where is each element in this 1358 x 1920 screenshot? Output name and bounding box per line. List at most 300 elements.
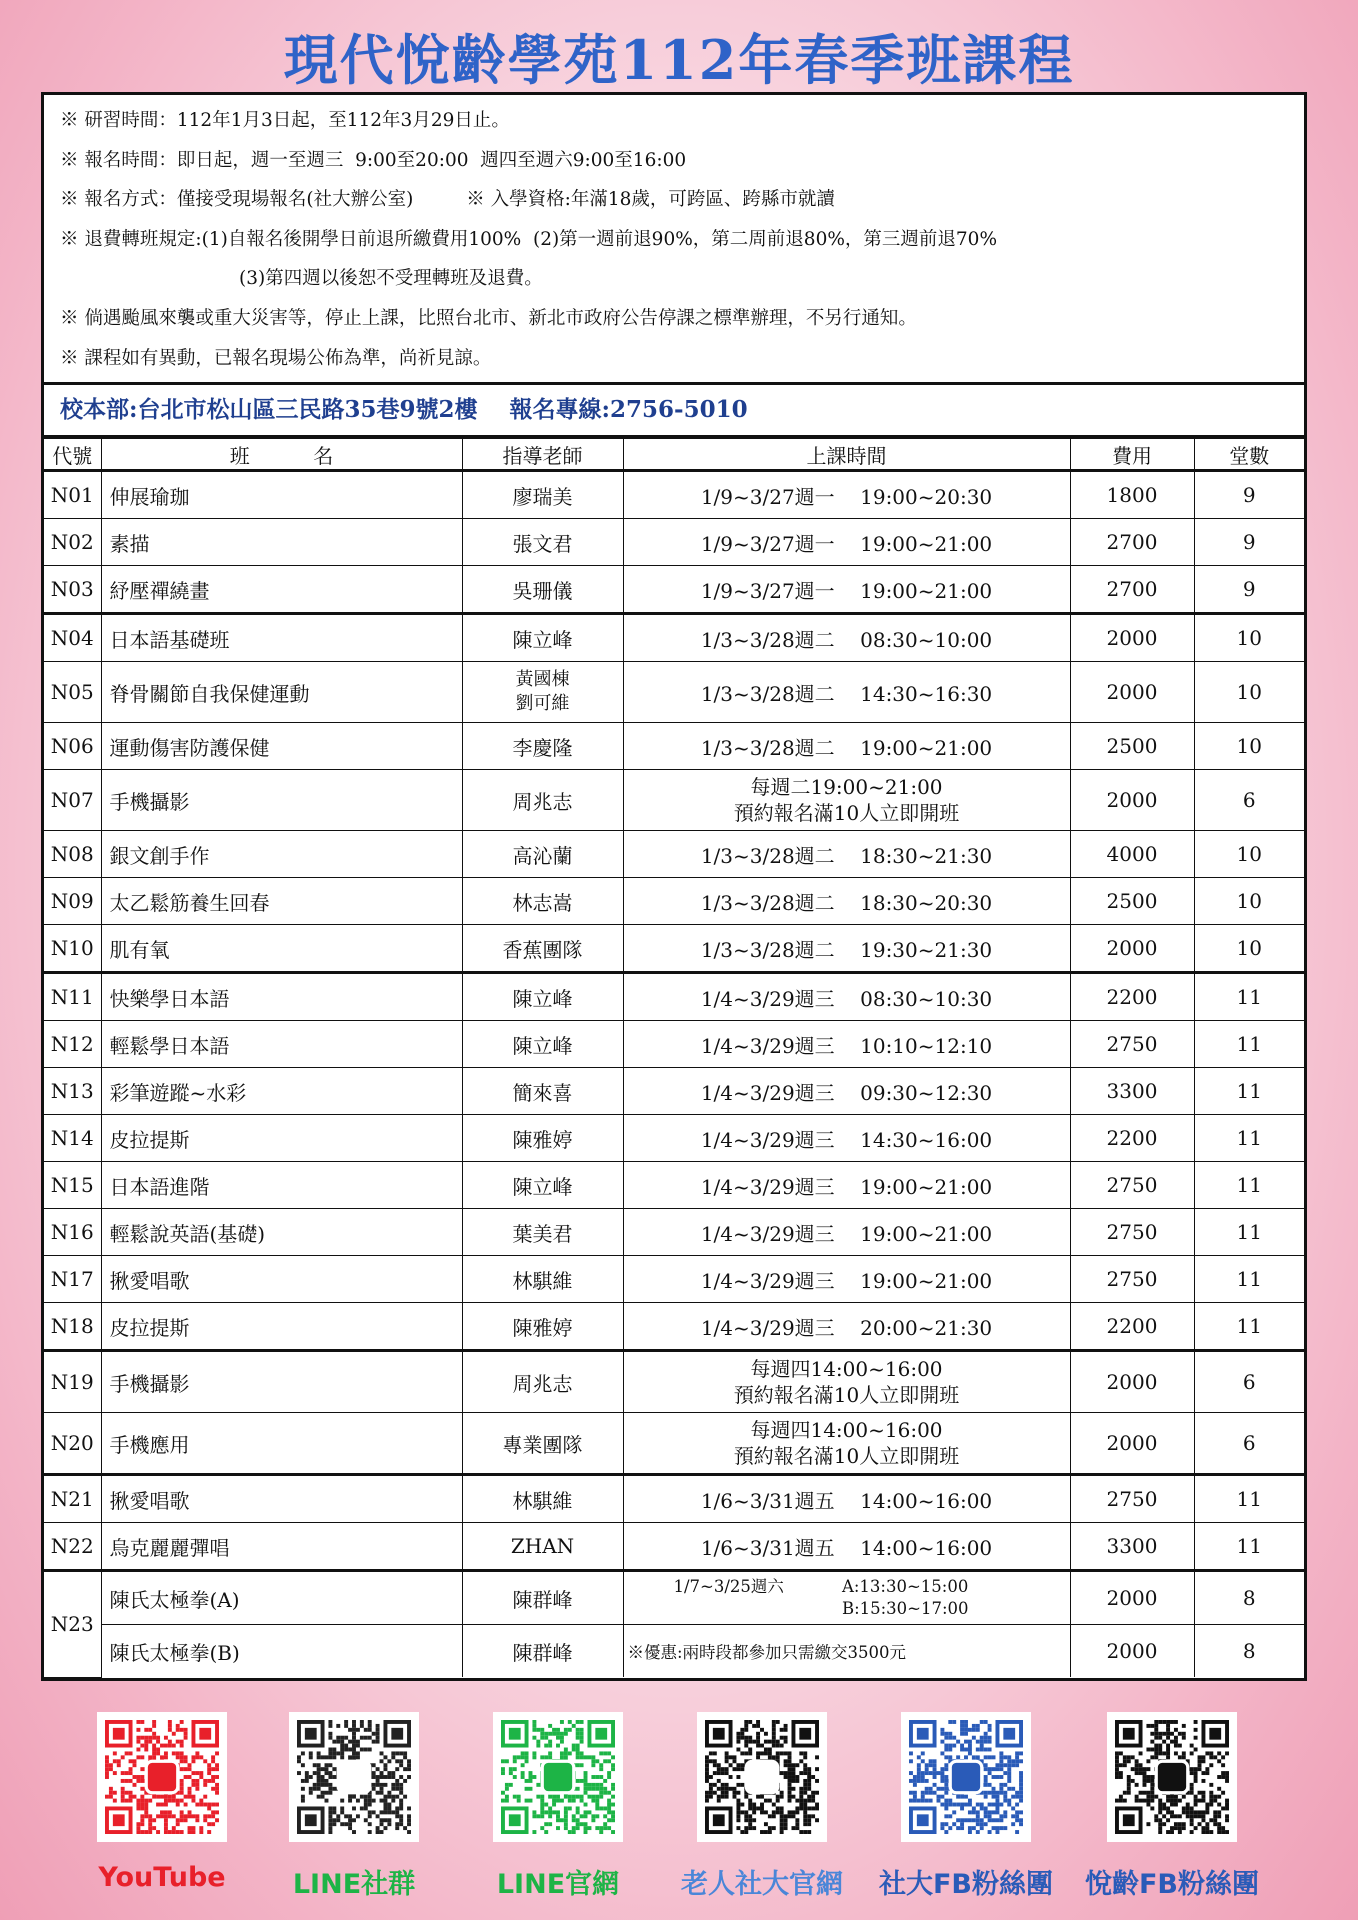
- course-code: [44, 662, 101, 723]
- course-code: [44, 1068, 101, 1115]
- header-time: 上課時間: [623, 439, 1070, 471]
- course-time: [623, 1351, 1070, 1413]
- course-name-text: 素描: [109, 531, 150, 556]
- line-community-qr-code[interactable]: [289, 1712, 419, 1842]
- fee-text: 2700: [1106, 530, 1158, 555]
- teacher-text-2: 劉可維: [515, 693, 570, 715]
- course-table: [44, 438, 1304, 1678]
- course-count: [1194, 925, 1304, 973]
- count-text: 11: [1236, 1032, 1262, 1057]
- course-name-text: 紓壓禪繞畫: [109, 578, 210, 603]
- table-row: [44, 566, 1304, 614]
- course-name-text: 皮拉提斯: [109, 1315, 190, 1340]
- teacher-text: 陳雅婷: [512, 1315, 573, 1340]
- teacher-text: 專業團隊: [502, 1432, 583, 1457]
- course-fee: [1070, 831, 1194, 878]
- page-title: 現代悅齡學苑112年春季班課程: [283, 28, 1075, 92]
- count-text: 11: [1236, 1079, 1262, 1104]
- count-text: 6: [1242, 788, 1256, 813]
- course-fee: [1070, 519, 1194, 566]
- course-teacher: [462, 1021, 623, 1068]
- teacher-text: 葉美君: [512, 1221, 573, 1246]
- teacher-text: 陳雅婷: [512, 1127, 573, 1152]
- course-count: [1194, 1115, 1304, 1162]
- teacher-text: 廖瑞美: [512, 484, 573, 509]
- table-row: [44, 973, 1304, 1021]
- course-code-text: N01: [50, 483, 94, 508]
- course-fee: [1070, 1162, 1194, 1209]
- line-community-label[interactable]: LINE社群: [292, 1869, 416, 1900]
- course-time: [623, 519, 1070, 566]
- slot-a-text: A:13:30~15:00: [841, 1577, 969, 1597]
- notes-section: [44, 95, 1304, 385]
- course-name: [101, 1256, 462, 1303]
- course-time: [623, 770, 1070, 831]
- course-time: [623, 614, 1070, 662]
- fee-text: 2000: [1106, 1431, 1158, 1456]
- course-fee: [1070, 471, 1194, 519]
- course-name: [101, 519, 462, 566]
- course-teacher: [462, 614, 623, 662]
- note-refund-policy-cont: (3)第四週以後恕不受理轉班及退費。: [239, 268, 543, 290]
- teacher-text: 黃國棟: [515, 669, 570, 691]
- course-name-text: 肌有氧: [109, 937, 170, 962]
- table-row: [44, 471, 1304, 519]
- count-text: 8: [1242, 1639, 1256, 1664]
- note-typhoon: ※ 倘遇颱風來襲或重大災害等，停止上課，比照台北市、新北市政府公告停課之標準辦理，不另行通知。: [60, 307, 917, 329]
- course-code: [44, 831, 101, 878]
- time-text: 1/4~3/29週三 19:00~21:00: [700, 1174, 993, 1199]
- course-name: [101, 723, 462, 770]
- count-text: 11: [1236, 985, 1262, 1010]
- course-name-text: 太乙鬆筋養生回春: [109, 890, 270, 915]
- course-teacher: [462, 662, 623, 723]
- note-study-period: ※ 研習時間：112年1月3日起，至112年3月29日止。: [60, 110, 510, 131]
- time-note-text: 預約報名滿10人立即開班: [733, 1383, 960, 1408]
- course-teacher: [462, 1162, 623, 1209]
- course-code: [44, 1413, 101, 1475]
- course-code-text: N08: [50, 842, 94, 867]
- header-fee: 費用: [1070, 439, 1194, 471]
- course-code-text: N09: [50, 889, 94, 914]
- count-text: 9: [1242, 577, 1256, 602]
- course-code-text: N19: [50, 1370, 94, 1395]
- course-name-text: 銀文創手作: [109, 843, 210, 868]
- teacher-text: 林志嵩: [512, 890, 573, 915]
- course-count: [1194, 614, 1304, 662]
- fee-text: 2000: [1106, 1370, 1158, 1395]
- count-text: 6: [1242, 1370, 1256, 1395]
- time-note-text: 預約報名滿10人立即開班: [733, 1444, 960, 1469]
- course-code-text: N14: [50, 1126, 94, 1151]
- time-note-text: 預約報名滿10人立即開班: [733, 801, 960, 826]
- course-teacher: [462, 878, 623, 925]
- time-text: 1/6~3/31週五 14:00~16:00: [700, 1488, 993, 1513]
- count-text: 11: [1236, 1487, 1262, 1512]
- table-row: [44, 723, 1304, 770]
- course-name: [101, 1303, 462, 1351]
- course-code-text: N23: [50, 1612, 94, 1637]
- fee-text: 2200: [1106, 1314, 1158, 1339]
- course-time: [623, 1021, 1070, 1068]
- table-row-n23-a: [44, 1571, 1304, 1625]
- teacher-text: 陳群峰: [512, 1587, 573, 1612]
- fee-text: 2000: [1106, 936, 1158, 961]
- course-code: [44, 723, 101, 770]
- youtube-label[interactable]: YouTube: [98, 1862, 226, 1893]
- course-fee: [1070, 973, 1194, 1021]
- header-name: 班 名: [101, 439, 462, 471]
- slot-b-text: B:15:30~17:00: [841, 1599, 969, 1619]
- course-time: [623, 1413, 1070, 1475]
- course-fee: [1070, 1523, 1194, 1571]
- line-official-label[interactable]: LINE官網: [496, 1869, 620, 1900]
- count-text: 11: [1236, 1126, 1262, 1151]
- course-count: [1194, 1162, 1304, 1209]
- course-count: [1194, 1256, 1304, 1303]
- fee-text: 3300: [1106, 1079, 1158, 1104]
- course-fee: [1070, 1115, 1194, 1162]
- teacher-text: 周兆志: [512, 789, 573, 814]
- table-row: [44, 1475, 1304, 1523]
- course-teacher: [462, 1523, 623, 1571]
- college-website-qr-code[interactable]: [697, 1712, 827, 1842]
- header-teacher: 指導老師: [462, 439, 623, 471]
- course-code: [44, 519, 101, 566]
- course-count: [1194, 1209, 1304, 1256]
- time-text: 1/4~3/29週三 10:10~12:10: [700, 1033, 993, 1058]
- course-code-text: N10: [50, 936, 94, 961]
- course-code-text: N15: [50, 1173, 94, 1198]
- course-name: [101, 770, 462, 831]
- course-code-text: N22: [50, 1534, 94, 1559]
- course-time: [623, 1475, 1070, 1523]
- course-name-text: 陳氏太極拳(A): [109, 1587, 240, 1612]
- course-name: [101, 566, 462, 614]
- count-text: 10: [1236, 626, 1262, 651]
- course-name: [101, 1115, 462, 1162]
- course-code-text: N06: [50, 734, 94, 759]
- course-code: [44, 471, 101, 519]
- time-date-text: 1/7~3/25週六: [673, 1577, 784, 1597]
- header-count: 堂數: [1194, 439, 1304, 471]
- count-text: 10: [1236, 936, 1262, 961]
- course-code-text: N21: [50, 1487, 94, 1512]
- course-name: [101, 1162, 462, 1209]
- fee-text: 2200: [1106, 985, 1158, 1010]
- time-text: 1/3~3/28週二 08:30~10:00: [700, 627, 993, 652]
- time-text: 1/4~3/29週三 19:00~21:00: [700, 1221, 993, 1246]
- course-name-text: 運動傷害防護保健: [109, 735, 270, 760]
- course-name: [101, 662, 462, 723]
- line-official-qr-code[interactable]: [493, 1712, 623, 1842]
- time-text: 1/3~3/28週二 18:30~20:30: [700, 890, 993, 915]
- course-promo: [623, 1625, 1070, 1678]
- course-teacher: [462, 471, 623, 519]
- time-text: 1/9~3/27週一 19:00~21:00: [700, 578, 993, 603]
- course-teacher: [462, 925, 623, 973]
- course-code: [44, 1303, 101, 1351]
- course-fee: [1070, 1475, 1194, 1523]
- course-count: [1194, 973, 1304, 1021]
- course-time: [623, 1209, 1070, 1256]
- course-count: [1194, 878, 1304, 925]
- course-time: [623, 566, 1070, 614]
- teacher-text: 陳立峰: [512, 1174, 573, 1199]
- course-fee: [1070, 1256, 1194, 1303]
- course-code: [44, 973, 101, 1021]
- course-name-text: 脊骨關節自我保健運動: [109, 681, 310, 706]
- qr-code-row: [0, 1712, 1358, 1852]
- time-text: 1/3~3/28週二 18:30~21:30: [700, 843, 993, 868]
- course-code-text: N03: [50, 577, 94, 602]
- course-time: [623, 925, 1070, 973]
- fee-text: 2000: [1106, 626, 1158, 651]
- count-text: 11: [1236, 1173, 1262, 1198]
- course-time: [623, 878, 1070, 925]
- course-count: [1194, 1571, 1304, 1625]
- table-row: [44, 1523, 1304, 1571]
- course-teacher: [462, 1571, 623, 1625]
- course-time: [623, 831, 1070, 878]
- fee-text: 2000: [1106, 1639, 1158, 1664]
- course-fee: [1070, 614, 1194, 662]
- count-text: 10: [1236, 734, 1262, 759]
- fee-text: 2750: [1106, 1032, 1158, 1057]
- course-name: [101, 1523, 462, 1571]
- fee-text: 2750: [1106, 1173, 1158, 1198]
- fee-text: 2500: [1106, 734, 1158, 759]
- fee-text: 4000: [1106, 842, 1158, 867]
- course-count: [1194, 1068, 1304, 1115]
- course-name: [101, 471, 462, 519]
- course-time: [623, 1256, 1070, 1303]
- course-name: [101, 1209, 462, 1256]
- table-row: [44, 1162, 1304, 1209]
- teacher-text: 陳立峰: [512, 1033, 573, 1058]
- college-website-label[interactable]: 老人社大官網: [681, 1869, 843, 1900]
- teacher-text: 陳群峰: [512, 1640, 573, 1665]
- course-name: [101, 973, 462, 1021]
- table-row: [44, 1021, 1304, 1068]
- course-fee: [1070, 662, 1194, 723]
- yueling-fb-qr-code[interactable]: [1107, 1712, 1237, 1842]
- course-teacher: [462, 1068, 623, 1115]
- course-code: [44, 1475, 101, 1523]
- course-count: [1194, 519, 1304, 566]
- time-text: 1/3~3/28週二 19:30~21:30: [700, 937, 993, 962]
- time-text: 1/9~3/27週一 19:00~20:30: [700, 484, 993, 509]
- course-code: [44, 1162, 101, 1209]
- course-fee: [1070, 878, 1194, 925]
- course-fee: [1070, 1021, 1194, 1068]
- course-name-text: 手機攝影: [109, 789, 190, 814]
- course-code-text: N16: [50, 1220, 94, 1245]
- course-name-text: 輕鬆學日本語: [109, 1033, 230, 1058]
- course-teacher: [462, 1625, 623, 1678]
- count-text: 10: [1236, 889, 1262, 914]
- course-code-text: N13: [50, 1079, 94, 1104]
- course-name-text: 快樂學日本語: [109, 986, 230, 1011]
- course-code-text: N05: [50, 680, 94, 705]
- course-count: [1194, 1523, 1304, 1571]
- course-code: [44, 614, 101, 662]
- course-name: [101, 878, 462, 925]
- teacher-text: 張文君: [512, 531, 573, 556]
- fee-text: 2750: [1106, 1487, 1158, 1512]
- course-count: [1194, 831, 1304, 878]
- course-teacher: [462, 1475, 623, 1523]
- teacher-text: ZHAN: [510, 1534, 575, 1559]
- time-text: 每週四14:00~16:00: [750, 1357, 943, 1382]
- table-row: [44, 614, 1304, 662]
- course-time: [623, 662, 1070, 723]
- time-text: 1/3~3/28週二 19:00~21:00: [700, 735, 993, 760]
- course-table-body: [44, 471, 1304, 1678]
- course-time: [623, 973, 1070, 1021]
- fee-text: 2750: [1106, 1267, 1158, 1292]
- course-name: [101, 1625, 462, 1678]
- course-name-text: 日本語進階: [109, 1174, 210, 1199]
- course-count: [1194, 471, 1304, 519]
- course-count: [1194, 1475, 1304, 1523]
- teacher-text: 吳珊儀: [512, 578, 573, 603]
- course-fee: [1070, 566, 1194, 614]
- course-name-text: 烏克麗麗彈唱: [109, 1535, 230, 1560]
- course-name: [101, 1068, 462, 1115]
- teacher-text: 林騏維: [512, 1268, 573, 1293]
- course-count: [1194, 723, 1304, 770]
- teacher-text: 陳立峰: [512, 627, 573, 652]
- course-time: [623, 1303, 1070, 1351]
- course-teacher: [462, 1209, 623, 1256]
- note-registration-time: ※ 報名時間：即日起，週一至週三 9:00至20:00 週四至週六9:00至16:00: [60, 149, 687, 171]
- college-fb-qr-code[interactable]: [901, 1712, 1031, 1842]
- college-fb-label[interactable]: 社大FB粉絲團: [878, 1869, 1054, 1900]
- teacher-text: 林騏維: [512, 1488, 573, 1513]
- qr-line-official-icon: [501, 1720, 615, 1834]
- course-code: [44, 925, 101, 973]
- table-row: [44, 1303, 1304, 1351]
- table-row: [44, 925, 1304, 973]
- course-teacher: [462, 723, 623, 770]
- fee-text: 2000: [1106, 1586, 1158, 1611]
- course-teacher: [462, 1256, 623, 1303]
- course-fee: [1070, 770, 1194, 831]
- course-time: [623, 1162, 1070, 1209]
- course-name: [101, 1475, 462, 1523]
- course-name: [101, 831, 462, 878]
- table-header-row: [44, 439, 1304, 471]
- course-count: [1194, 1625, 1304, 1678]
- course-fee: [1070, 1351, 1194, 1413]
- course-code: [44, 1021, 101, 1068]
- course-time: [623, 1068, 1070, 1115]
- time-text: 每週二19:00~21:00: [750, 775, 943, 800]
- fee-text: 2700: [1106, 577, 1158, 602]
- qr-facebook-icon-2: [1115, 1720, 1229, 1834]
- course-code: [44, 1115, 101, 1162]
- course-count: [1194, 1303, 1304, 1351]
- yueling-fb-label[interactable]: 悅齡FB粉絲團: [1084, 1869, 1260, 1900]
- course-teacher: [462, 566, 623, 614]
- table-row: [44, 1256, 1304, 1303]
- table-row: [44, 662, 1304, 723]
- teacher-text: 香蕉團隊: [502, 937, 583, 962]
- course-code: [44, 878, 101, 925]
- table-row: [44, 878, 1304, 925]
- count-text: 11: [1236, 1314, 1262, 1339]
- qr-website-icon: [705, 1720, 819, 1834]
- course-code-text: N07: [50, 788, 94, 813]
- course-fee: [1070, 1625, 1194, 1678]
- note-refund-policy: ※ 退費轉班規定:(1)自報名後開學日前退所繳費用100% (2)第一週前退90%，第二周前退80%，第三週前退70%: [60, 228, 998, 250]
- course-code-text: N12: [50, 1032, 94, 1057]
- course-name: [101, 925, 462, 973]
- count-text: 11: [1236, 1534, 1262, 1559]
- fee-text: 2750: [1106, 1220, 1158, 1245]
- course-time: [623, 1571, 1070, 1625]
- course-fee: [1070, 1571, 1194, 1625]
- time-text: 1/4~3/29週三 09:30~12:30: [700, 1080, 993, 1105]
- course-teacher: [462, 1115, 623, 1162]
- table-row: [44, 519, 1304, 566]
- time-text: 1/4~3/29週三 08:30~10:30: [700, 986, 993, 1011]
- time-text: 每週四14:00~16:00: [750, 1418, 943, 1443]
- course-count: [1194, 566, 1304, 614]
- course-name: [101, 614, 462, 662]
- course-code: [44, 1523, 101, 1571]
- course-count: [1194, 1351, 1304, 1413]
- course-code: [44, 1209, 101, 1256]
- course-fee: [1070, 925, 1194, 973]
- course-teacher: [462, 973, 623, 1021]
- count-text: 9: [1242, 530, 1256, 555]
- address-line: 校本部:台北市松山區三民路35巷9號2樓 報名專線:2756-5010: [44, 385, 1304, 438]
- course-name-text: 手機攝影: [109, 1371, 190, 1396]
- course-name-text: 揪愛唱歌: [109, 1488, 190, 1513]
- course-code-text: N17: [50, 1267, 94, 1292]
- course-fee: [1070, 1068, 1194, 1115]
- time-text: 1/6~3/31週五 14:00~16:00: [700, 1535, 993, 1560]
- course-name: [101, 1351, 462, 1413]
- course-name-text: 日本語基礎班: [109, 627, 230, 652]
- course-code: [44, 770, 101, 831]
- note-registration-method: ※ 報名方式：僅接受現場報名(社大辦公室) ※ 入學資格:年滿18歲，可跨區、跨縣市就讀: [60, 189, 835, 211]
- course-teacher: [462, 770, 623, 831]
- count-text: 10: [1236, 680, 1262, 705]
- course-code-text: N11: [50, 985, 94, 1010]
- course-name: [101, 1413, 462, 1475]
- course-teacher: [462, 1303, 623, 1351]
- youtube-qr-code[interactable]: [97, 1712, 227, 1842]
- course-code: [44, 1256, 101, 1303]
- course-name-text: 皮拉提斯: [109, 1127, 190, 1152]
- course-time: [623, 1115, 1070, 1162]
- count-text: 11: [1236, 1220, 1262, 1245]
- promo-text: ※優惠:兩時段都參加只需繳交3500元: [627, 1643, 907, 1663]
- table-row: [44, 770, 1304, 831]
- course-code: [44, 566, 101, 614]
- note-course-change: ※ 課程如有異動，已報名現場公佈為準，尚祈見諒。: [60, 347, 492, 369]
- fee-text: 2500: [1106, 889, 1158, 914]
- fee-text: 2200: [1106, 1126, 1158, 1151]
- course-name-text: 彩筆遊蹤~水彩: [109, 1080, 247, 1105]
- course-frame: [41, 92, 1307, 1681]
- course-name: [101, 1571, 462, 1625]
- time-text: 1/4~3/29週三 19:00~21:00: [700, 1268, 993, 1293]
- course-fee: [1070, 1413, 1194, 1475]
